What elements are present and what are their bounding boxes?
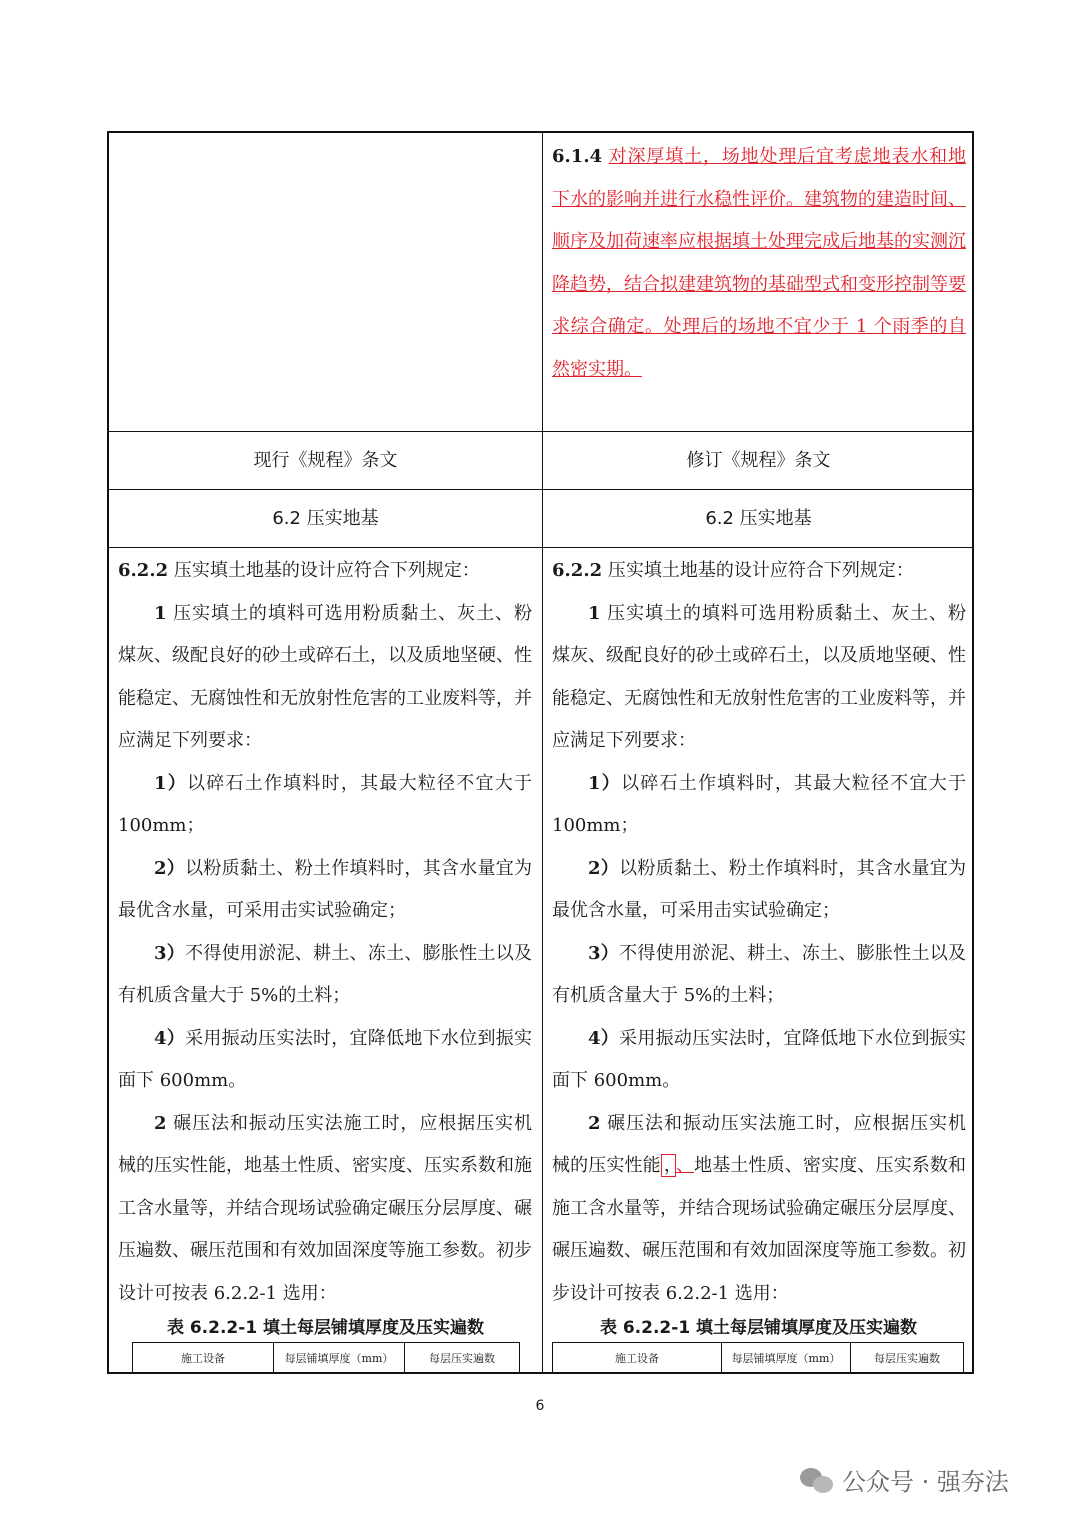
subitem-number: 4） <box>154 1027 186 1049</box>
subitem-text: 不得使用淤泥、耕土、冻土、膨胀性土以及有机质含量大于 5%的土料； <box>118 942 532 1006</box>
subitem-text: 以粉质黏土、粉土作填料时，其含水量宜为最优含水量，可采用击实试验确定； <box>118 857 532 921</box>
section-title-left: 6.2 压实地基 <box>272 508 379 529</box>
subitem-text: 以粉质黏土、粉土作填料时，其含水量宜为最优含水量，可采用击实试验确定； <box>552 857 966 921</box>
revised-clause-body <box>552 550 966 1315</box>
fill-thickness-table-left <box>132 1342 520 1373</box>
table-caption-right: 表 6.2.2-1 填土每层铺填厚度及压实遍数 <box>599 1318 918 1338</box>
subitem-text: 采用振动压实法时，宜降低地下水位到振实面下 600mm。 <box>118 1027 532 1091</box>
item-number: 1 <box>588 602 601 624</box>
watermark <box>800 1462 1009 1497</box>
subitem-number: 2） <box>154 857 186 879</box>
subitem-number: 2） <box>588 857 620 879</box>
clause-title: 压实填土地基的设计应符合下列规定： <box>168 560 480 581</box>
item-text: 碾压法和振动压实法施工时，应根据压实机械的压实性能，地基土性质、密实度、压实系数和施工含水量等，并结合现场试验确定碾压分层厚度、碾压遍数、碾压范围和有效加固深度等施工参数。初步设计可按表 6.2.2-1 选用： <box>118 1112 532 1304</box>
row-divider <box>109 547 972 548</box>
column-divider <box>542 133 543 1372</box>
header-revised: 修订《规程》条文 <box>686 450 831 471</box>
clause-number: 6.2.2 <box>118 560 169 581</box>
subitem-number: 3） <box>588 942 620 964</box>
item-text: 压实填土的填料可选用粉质黏土、灰土、粉煤灰、级配良好的砂土或碎石土，以及质地坚硬、性能稳定、无腐蚀性和无放射性危害的工业废料等，并应满足下列要求： <box>552 602 966 751</box>
revised-clause-6-1-4 <box>552 136 966 391</box>
revised-text: 对深厚填土，场地处理后宜考虑地表水和地下水的影响并进行水稳性评价。建筑物的建造时间、顺序及加荷速率应根据填土处理完成后地基的实测沉降趋势，结合拟建建筑物的基础型式和变形控制等要求综合确定。处理后的场地不宜少于 1 个雨季的自然密实期。 <box>552 146 966 380</box>
subitem-text: 以碎石土作填料时，其最大粒径不宜大于 100mm； <box>552 772 966 836</box>
section-title-right: 6.2 压实地基 <box>705 508 812 529</box>
table-caption-left: 表 6.2.2-1 填土每层铺填厚度及压实遍数 <box>166 1318 485 1338</box>
watermark-text: 公众号 · 强夯法 <box>842 1468 1009 1496</box>
subitem-text: 不得使用淤泥、耕土、冻土、膨胀性土以及有机质含量大于 5%的土料； <box>552 942 966 1006</box>
item-text: 碾压法和振动压实法施工时，应根据压实机械的压实性能 <box>552 1112 966 1176</box>
item-number: 1 <box>154 602 167 624</box>
clause-number: 6.1.4 <box>552 146 603 167</box>
item-number: 2 <box>588 1112 601 1134</box>
item-text: 压实填土的填料可选用粉质黏土、灰土、粉煤灰、级配良好的砂土或碎石土，以及质地坚硬、性能稳定、无腐蚀性和无放射性危害的工业废料等，并应满足下列要求： <box>118 602 532 751</box>
deleted-mark: ， <box>661 1154 676 1177</box>
subitem-number: 3） <box>154 942 186 964</box>
column-header: 施工设备 <box>133 1343 274 1373</box>
comparison-table <box>107 131 974 1374</box>
column-header: 施工设备 <box>553 1343 722 1373</box>
clause-number: 6.2.2 <box>552 560 603 581</box>
inserted-mark: 、 <box>675 1155 695 1176</box>
subitem-text: 以碎石土作填料时，其最大粒径不宜大于 100mm； <box>118 772 532 836</box>
subitem-number: 1） <box>154 772 187 794</box>
wechat-icon <box>800 1466 834 1494</box>
column-header: 每层铺填厚度（mm） <box>274 1343 405 1373</box>
clause-title: 压实填土地基的设计应符合下列规定： <box>602 560 914 581</box>
item-text: 地基土性质、密实度、压实系数和施工含水量等，并结合现场试验确定碾压分层厚度、碾压遍数、碾压范围和有效加固深度等施工参数。初步设计可按表 6.2.2-1 选用： <box>552 1155 967 1304</box>
column-header: 每层压实遍数 <box>851 1343 964 1373</box>
fill-thickness-table-right <box>552 1342 964 1373</box>
subitem-number: 4） <box>588 1027 620 1049</box>
subitem-text: 采用振动压实法时，宜降低地下水位到振实面下 600mm。 <box>552 1027 966 1091</box>
page-number: 6 <box>535 1398 545 1414</box>
column-header: 每层压实遍数 <box>405 1343 520 1373</box>
subitem-number: 1） <box>588 772 621 794</box>
column-header: 每层铺填厚度（mm） <box>722 1343 851 1373</box>
item-number: 2 <box>154 1112 167 1134</box>
current-clause-body <box>118 550 532 1315</box>
header-current: 现行《规程》条文 <box>253 450 398 471</box>
